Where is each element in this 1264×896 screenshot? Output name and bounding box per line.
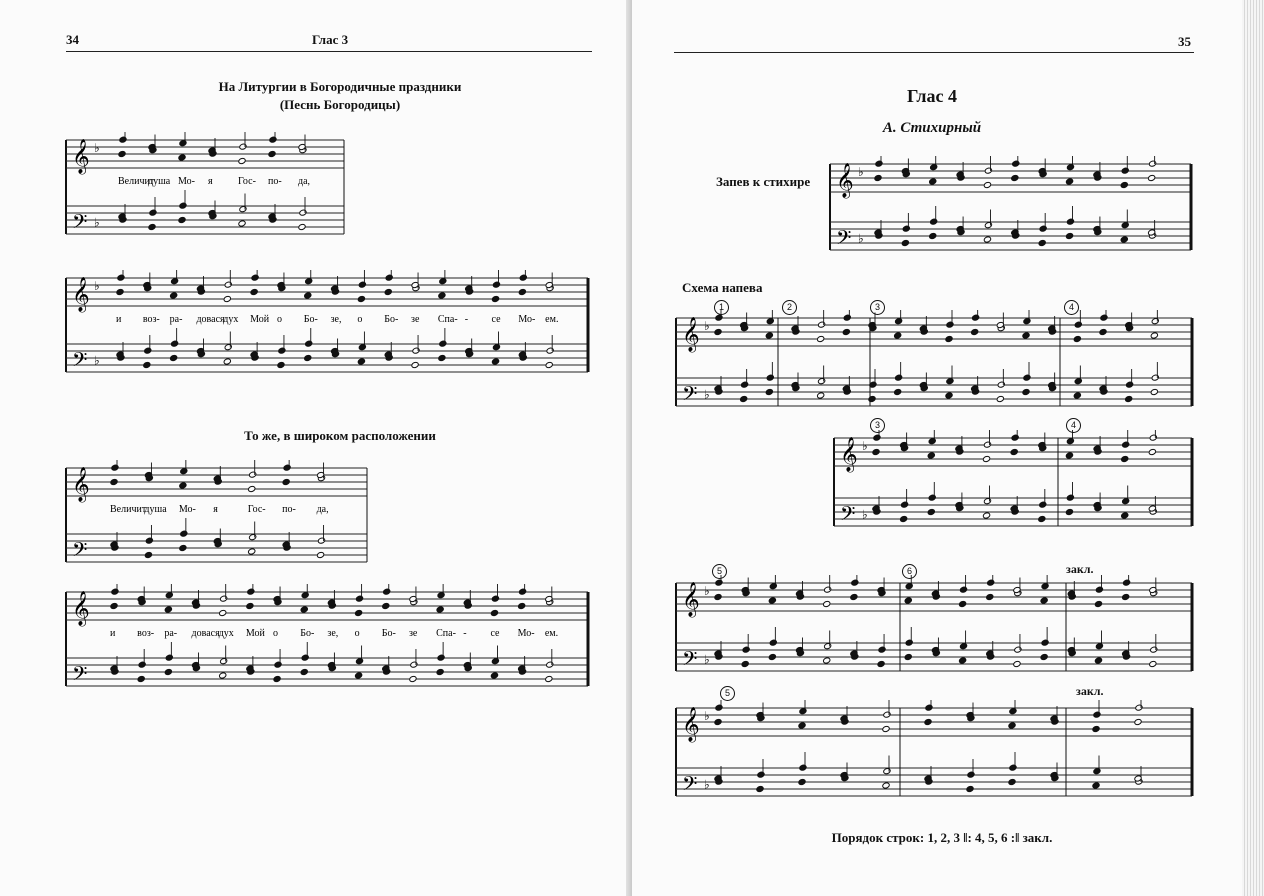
header-rule xyxy=(66,51,592,52)
lyric-syllable: я xyxy=(208,176,213,187)
music-staff-pair xyxy=(64,132,346,242)
header-rule-right xyxy=(674,52,1194,53)
lyric-syllable: ем. xyxy=(544,628,559,639)
circled-number-3: 3 xyxy=(870,300,885,315)
svg-text:♭: ♭ xyxy=(94,140,100,155)
svg-text:♭: ♭ xyxy=(94,353,100,368)
lyric-syllable: се xyxy=(490,628,500,639)
lyric-syllable: Мой xyxy=(245,628,265,639)
lyric-syllable: по- xyxy=(282,504,296,515)
music-staff-pair xyxy=(674,700,1194,804)
lyric-syllable: Бо- xyxy=(381,628,396,639)
svg-text:𝄞: 𝄞 xyxy=(72,278,90,311)
lyric-syllable: Спа- xyxy=(437,314,458,325)
music-staff-pair xyxy=(64,270,590,380)
lyric-syllable: о xyxy=(276,314,282,325)
music-staff-pair xyxy=(828,156,1193,258)
lyric-syllable: Бо- xyxy=(303,314,318,325)
music-staff-pair xyxy=(674,575,1194,679)
lyric-syllable: Гос- xyxy=(238,176,256,187)
lyric-syllable: о xyxy=(354,628,360,639)
page-number-right: 35 xyxy=(1178,34,1191,49)
section-title-line2: (Песнь Богородицы) xyxy=(279,97,401,112)
svg-text:♭: ♭ xyxy=(704,583,710,598)
svg-text:𝄞: 𝄞 xyxy=(840,438,858,471)
line-order-footer: Порядок строк: 1, 2, 3 ‖: 4, 5, 6 :‖ закл. xyxy=(831,830,1053,845)
svg-text:♭: ♭ xyxy=(858,164,864,179)
scheme-system-3 xyxy=(674,575,1194,684)
chapter-title: Глас 4 xyxy=(906,86,957,106)
intro-system xyxy=(828,156,1193,263)
svg-text:𝄞: 𝄞 xyxy=(682,583,700,616)
closing-label: закл. xyxy=(1066,562,1094,576)
svg-text:𝄞: 𝄞 xyxy=(682,318,700,351)
lyric-syllable: Мо- xyxy=(178,176,195,187)
lyric-syllable: и xyxy=(116,314,122,325)
lyric-syllable: се xyxy=(491,314,501,325)
page-number-left: 34 xyxy=(66,32,79,47)
music-staff-pair xyxy=(832,430,1194,534)
section-title-line1: На Литургии в Богородичные праздники xyxy=(218,79,462,94)
svg-text:𝄢: 𝄢 xyxy=(72,664,88,690)
svg-text:𝄢: 𝄢 xyxy=(836,228,852,254)
svg-text:𝄞: 𝄞 xyxy=(836,164,854,197)
lyric-syllable: зе xyxy=(411,314,420,325)
lyric-syllable: дух xyxy=(223,314,239,325)
section-subtitle: А. Стихирный xyxy=(882,120,982,136)
scheme-system-4 xyxy=(674,700,1194,809)
svg-text:♭: ♭ xyxy=(862,507,868,522)
svg-text:𝄢: 𝄢 xyxy=(72,350,88,376)
lyric-syllable: дух xyxy=(218,628,234,639)
running-header: Глас 3 xyxy=(312,32,349,47)
svg-text:♭: ♭ xyxy=(94,278,100,293)
svg-text:♭: ♭ xyxy=(862,438,868,453)
lyric-syllable: и xyxy=(110,628,116,639)
music-staff-pair xyxy=(64,460,369,570)
music-staff-pair xyxy=(64,584,590,694)
left-system-2 xyxy=(64,270,590,385)
svg-text:𝄢: 𝄢 xyxy=(682,384,698,410)
lyric-syllable: довася xyxy=(191,628,220,639)
section2-title: То же, в широком расположении xyxy=(244,428,436,443)
scheme-system-1 xyxy=(674,310,1194,419)
lyric-syllable: воз- xyxy=(137,628,155,639)
lyric-syllable: Мой xyxy=(250,314,270,325)
lyric-syllable: воз- xyxy=(142,314,160,325)
svg-text:𝄢: 𝄢 xyxy=(72,540,88,566)
lyric-syllable: Бо- xyxy=(300,628,315,639)
svg-text:♭: ♭ xyxy=(94,215,100,230)
lyric-syllable: ра- xyxy=(169,314,183,325)
svg-text:♭: ♭ xyxy=(704,777,710,792)
svg-text:𝄞: 𝄞 xyxy=(72,140,90,173)
svg-text:𝄢: 𝄢 xyxy=(840,504,856,530)
lyric-syllable: о xyxy=(273,628,279,639)
scheme-system-2 xyxy=(832,430,1194,539)
svg-text:♭: ♭ xyxy=(704,652,710,667)
lyric-syllable: ем. xyxy=(545,314,559,325)
lyric-syllable: - xyxy=(463,628,467,639)
lyric-syllable: да, xyxy=(298,176,311,187)
svg-text:♭: ♭ xyxy=(704,318,710,333)
svg-text:𝄢: 𝄢 xyxy=(72,212,88,238)
circled-number-4: 4 xyxy=(1064,300,1079,315)
intro-label: Запев к стихире xyxy=(716,174,811,189)
lyric-syllable: душа xyxy=(144,504,167,515)
lyric-syllable: Мо- xyxy=(178,504,196,515)
lyric-syllable: Спа- xyxy=(436,628,456,639)
lyric-syllable: да, xyxy=(316,504,329,515)
lyric-syllable: я xyxy=(213,504,218,515)
circled-number-3b: 3 xyxy=(870,418,885,433)
right-page xyxy=(632,0,1264,896)
lyric-syllable: душа xyxy=(148,176,171,187)
lyric-syllable: Величит xyxy=(110,504,147,515)
left-system-3 xyxy=(64,460,369,575)
svg-text:♭: ♭ xyxy=(858,231,864,246)
lyric-syllable: - xyxy=(464,314,469,325)
closing-label-b: закл. xyxy=(1076,684,1104,698)
lyric-syllable: Гос- xyxy=(247,504,266,515)
lyric-syllable: довася xyxy=(196,314,225,325)
lyric-syllable: по- xyxy=(268,176,282,187)
svg-text:𝄢: 𝄢 xyxy=(682,649,698,675)
svg-text:♭: ♭ xyxy=(704,708,710,723)
svg-text:♭: ♭ xyxy=(704,387,710,402)
svg-text:𝄢: 𝄢 xyxy=(682,774,698,800)
svg-text:𝄞: 𝄞 xyxy=(682,708,700,741)
circled-number-5b: 5 xyxy=(720,686,735,701)
music-staff-pair xyxy=(674,310,1194,414)
circled-number-2: 2 xyxy=(782,300,797,315)
circled-number-4b: 4 xyxy=(1066,418,1081,433)
scheme-label: Схема напева xyxy=(682,280,763,295)
circled-number-6: 6 xyxy=(902,564,917,579)
lyric-syllable: Мо- xyxy=(518,314,536,325)
left-system-1 xyxy=(64,132,346,247)
lyric-syllable: зе, xyxy=(327,628,339,639)
svg-text:𝄞: 𝄞 xyxy=(72,592,90,625)
lyric-syllable: зе, xyxy=(330,314,342,325)
lyric-syllable: зе xyxy=(408,628,418,639)
circled-number-5: 5 xyxy=(712,564,727,579)
circled-number-1: 1 xyxy=(714,300,729,315)
lyric-syllable: Величит xyxy=(118,176,155,187)
svg-text:𝄞: 𝄞 xyxy=(72,468,90,501)
left-system-4 xyxy=(64,584,590,699)
lyric-syllable: о xyxy=(357,314,363,325)
lyric-syllable: Бо- xyxy=(384,314,399,325)
lyric-syllable: ра- xyxy=(164,628,178,639)
lyric-syllable: Мо- xyxy=(517,628,535,639)
page-edges xyxy=(1242,0,1264,896)
